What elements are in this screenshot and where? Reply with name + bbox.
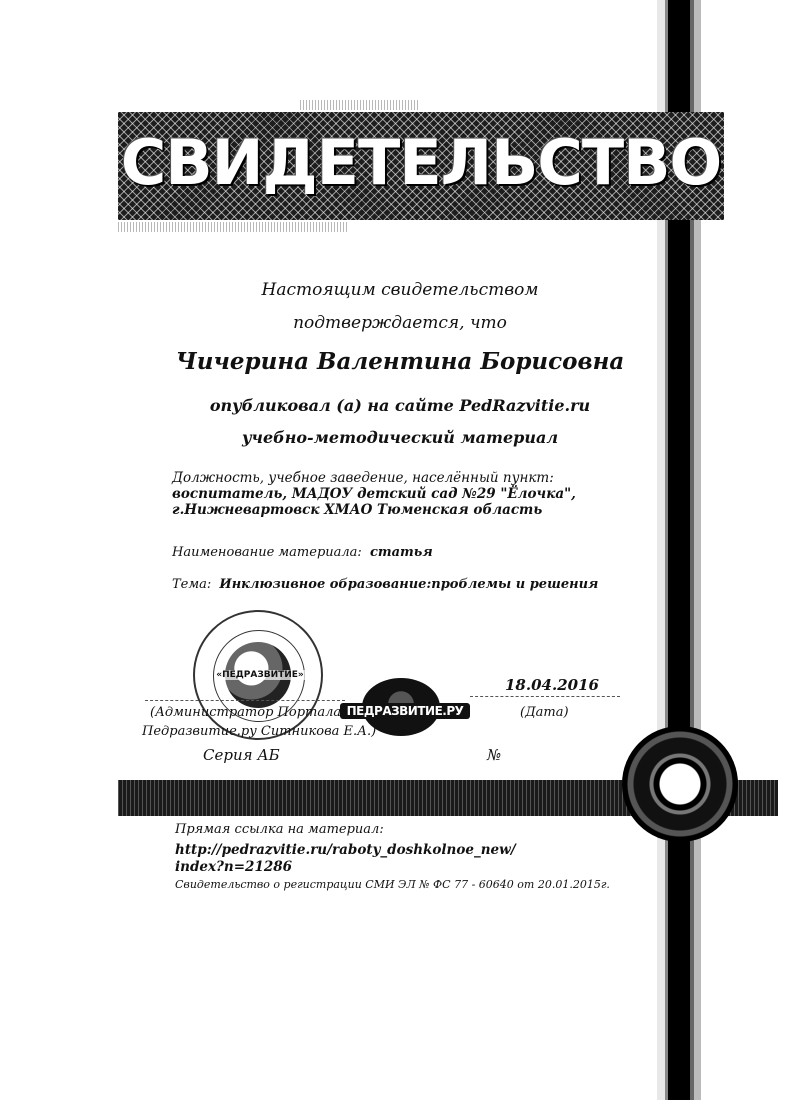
issue-date: 18.04.2016	[505, 676, 599, 694]
topic-value: Инклюзивное образование:проблемы и решения	[219, 577, 599, 592]
intro-line-1: Настоящим свидетельством	[261, 280, 539, 300]
round-stamp	[193, 610, 323, 740]
registration-line: Свидетельство о регистрации СМИ ЭЛ № ФС 77 - 60640 от 20.01.2015г.	[175, 878, 610, 891]
published-line: опубликовал (а) на сайте PedRazvitie.ru	[209, 396, 591, 415]
recipient-name: Чичерина Валентина Борисовна	[175, 348, 625, 375]
position-label: Должность, учебное заведение, населённый пункт:	[172, 470, 554, 486]
signature-line	[145, 700, 345, 701]
logo-text: ПЕДРАЗВИТИЕ.РУ	[340, 703, 470, 719]
certificate-title: СВИДЕТЕЛЬСТВО	[120, 126, 722, 199]
material-name-value: статья	[369, 545, 433, 560]
material-name-row	[172, 545, 433, 560]
position-line-1: воспитатель, МАДОУ детский сад №29 "Ёлочка",	[172, 486, 576, 502]
decorative-ring	[622, 726, 738, 842]
material-link-line-2: index?n=21286	[175, 859, 293, 875]
intro-line-2: подтверждается, что	[293, 313, 507, 333]
admin-line-2: Педразвитие.ру Ситникова Е.А.)	[142, 724, 377, 739]
stamp-text: «ПЕДРАЗВИТИЕ»	[216, 670, 304, 680]
decorative-dots	[118, 222, 348, 232]
topic-label: Тема:	[172, 577, 212, 592]
series-label: Серия АБ	[203, 746, 280, 764]
title-banner	[118, 112, 724, 220]
date-underline	[470, 696, 620, 697]
decorative-dots	[300, 100, 420, 110]
position-line-2: г.Нижневартовск ХМАО Тюменская область	[172, 502, 543, 518]
direct-link-label: Прямая ссылка на материал:	[175, 822, 384, 837]
number-label: №	[487, 746, 502, 764]
material-name-label: Наименование материала:	[172, 545, 362, 560]
topic-row	[172, 577, 598, 592]
material-link-line-1: http://pedrazvitie.ru/raboty_doshkolnoe_new/	[175, 842, 516, 858]
admin-line-1: (Администратор Портала	[150, 705, 342, 720]
material-kind: учебно-методический материал	[241, 428, 559, 447]
date-label: (Дата)	[520, 705, 569, 720]
